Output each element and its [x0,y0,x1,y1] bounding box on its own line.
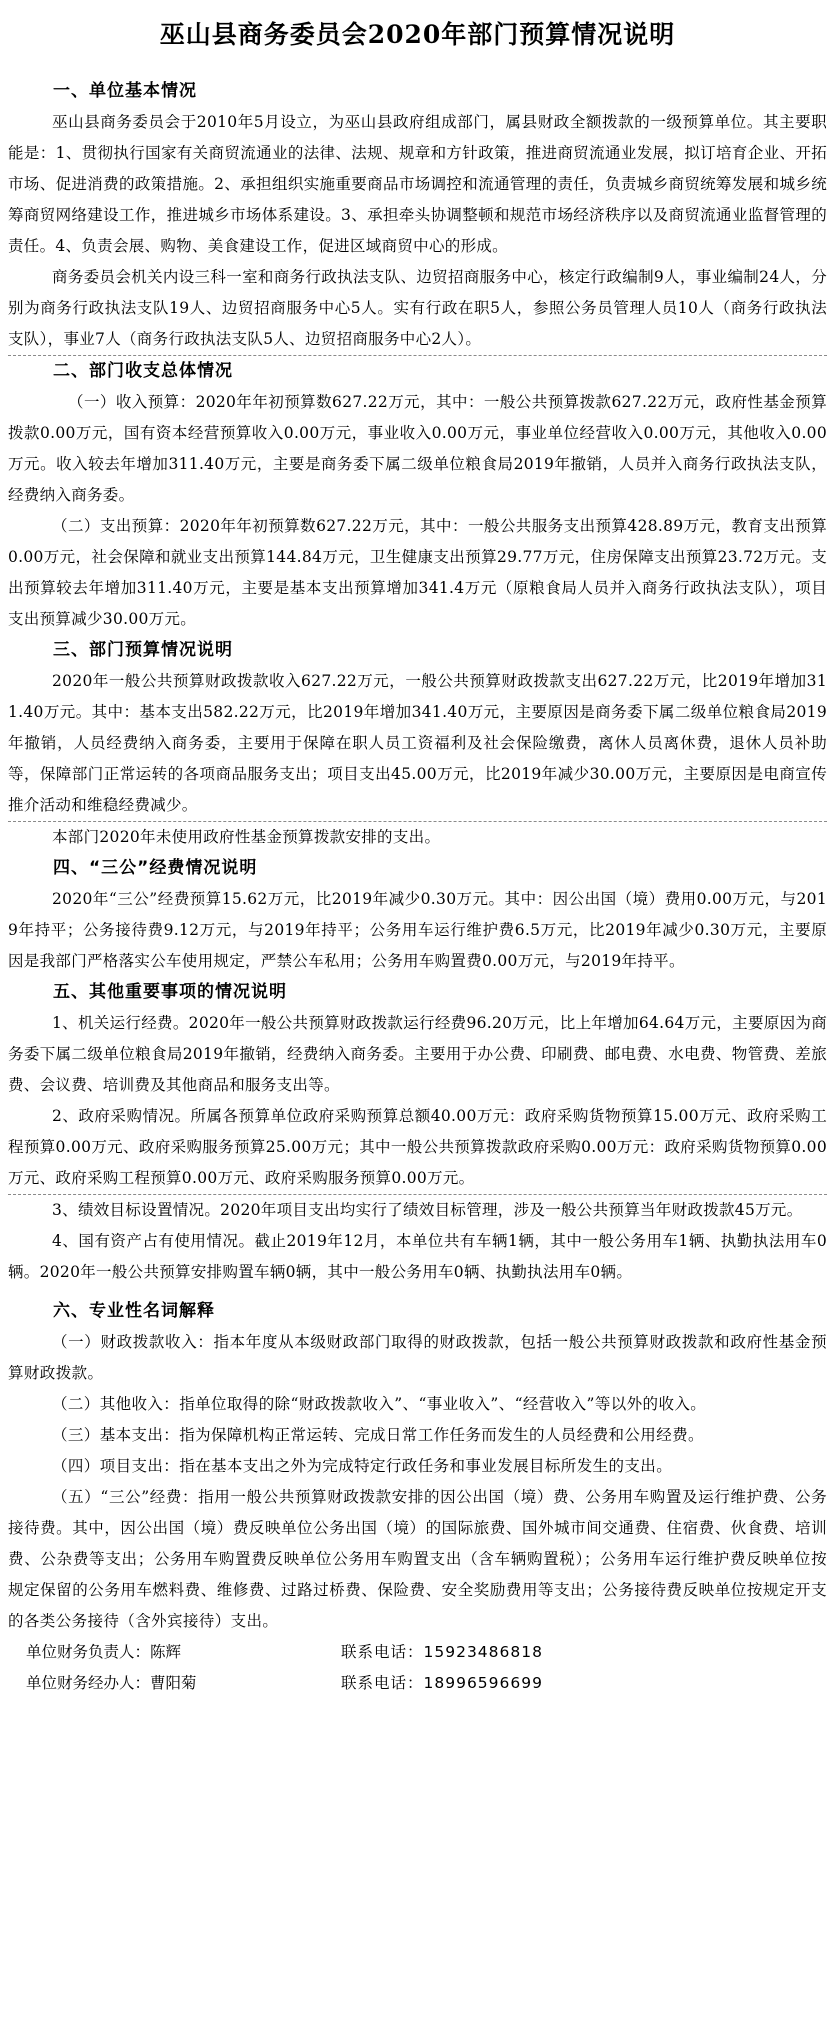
section-1-paragraph-2: 商务委员会机关内设三科一室和商务行政执法支队、边贸招商服务中心，核定行政编制9人，事业编制24人，分别为商务行政执法支队19人、边贸招商服务中心5人。实有行政在职5人，参照公务员管理人员10人（商务行政执法支队），事业7人（商务行政执法支队5人、边贸招商服务中心2人）。 [8,268,827,348]
finance-clerk-phone: 联系电话：18996596699 [341,1674,543,1692]
definition-3: （三）基本支出：指为保障机构正常运转、完成日常工作任务而发生的人员经费和公用经费。 [52,1426,704,1444]
blank-line [8,54,827,76]
section-5-paragraph-2: 2、政府采购情况。所属各预算单位政府采购预算总额40.00万元：政府采购货物预算15.00万元、政府采购工程预算0.00万元、政府采购服务预算25.00万元；其中一般公共预算拨款政府采购0.00万元：政府采购货物预算0.00万元、政府采购工程预算0.00万元、政府采购服务预算0.00万元。 [8,1107,827,1187]
section-2-paragraph-2: （二）支出预算：2020年年初预算数627.22万元，其中：一般公共服务支出预算428.89万元，教育支出预算0.00万元，社会保障和就业支出预算144.84万元，卫生健康支出预算29.77万元，住房保障支出预算23.72万元。支出预算较去年增加311.40万元，主要是基本支出预算增加341.4万元（原粮食局人员并入商务行政执法支队），项目支出预算减少30.00万元。 [8,517,827,628]
section-3-paragraph-2: 本部门2020年未使用政府性基金预算拨款安排的支出。 [52,828,441,846]
section-5-paragraph-1: 1、机关运行经费。2020年一般公共预算财政拨款运行经费96.20万元，比上年增加64.64万元，主要原因为商务委下属二级单位粮食局2019年撤销，经费纳入商务委。主要用于办公费、印刷费、邮电费、水电费、物管费、差旅费、会议费、培训费及其他商品和服务支出等。 [8,1014,827,1094]
signature-row-finance-head [8,1637,827,1668]
section-heading-6: 六、专业性名词解释 [53,1301,215,1321]
section-3-paragraph-1: 2020年一般公共预算财政拨款收入627.22万元，一般公共预算财政拨款支出627.22万元，比2019年增加311.40万元。其中：基本支出582.22万元，比2019年增加341.40万元，主要原因是商务委下属二级单位粮食局2019年撤销，人员经费纳入商务委，主要用于保障在职人员工资福利及社会保险缴费，离休人员离休费，退休人员补助等，保障部门正常运转的各项商品服务支出；项目支出45.00万元，比2019年减少30.00万元，主要原因是电商宣传推介活动和维稳经费减少。 [8,672,827,814]
finance-head-label: 单位财务负责人：陈辉 [26,1643,182,1661]
definition-1: （一）财政拨款收入：指本年度从本级财政部门取得的财政拨款，包括一般公共预算财政拨款和政府性基金预算财政拨款。 [8,1333,827,1382]
definition-5: （五）“三公”经费：指用一般公共预算财政拨款安排的因公出国（境）费、公务用车购置及运行维护费、公务接待费。其中，因公出国（境）费反映单位公务出国（境）的国际旅费、国外城市间交通费、住宿费、伙食费、培训费、公杂费等支出；公务用车购置费反映单位公务用车购置支出（含车辆购置税）；公务用车运行维护费反映单位按规定保留的公务用车燃料费、维修费、过路过桥费、保险费、安全奖励费用等支出；公务接待费反映单位按规定开支的各类公务接待（含外宾接待）支出。 [8,1488,827,1630]
section-heading-3: 三、部门预算情况说明 [53,640,233,660]
finance-clerk-label: 单位财务经办人：曹阳菊 [26,1674,197,1692]
section-1-paragraph-1: 巫山县商务委员会于2010年5月设立，为巫山县政府组成部门，属县财政全额拨款的一级预算单位。其主要职能是：1、贯彻执行国家有关商贸流通业的法律、法规、规章和方针政策，推进商贸流通业发展，拟订培育企业、开拓市场、促进消费的政策措施。2、承担组织实施重要商品市场调控和流通管理的责任，负责城乡商贸统筹发展和城乡统筹商贸网络建设工作，推进城乡市场体系建设。3、承担牵头协调整顿和规范市场经济秩序以及商贸流通业监督管理的责任。4、负责会展、购物、美食建设工作，促进区域商贸中心的形成。 [8,113,827,255]
section-heading-4: 四、“三公”经费情况说明 [53,858,258,878]
finance-head-phone: 联系电话：15923486818 [341,1643,543,1661]
section-heading-2: 二、部门收支总体情况 [53,361,233,381]
section-2-paragraph-1: （一）收入预算：2020年年初预算数627.22万元，其中：一般公共预算拨款627.22万元，政府性基金预算拨款0.00万元，国有资本经营预算收入0.00万元，事业收入0.00万元，事业单位经营收入0.00万元，其他收入0.00万元。收入较去年增加311.40万元，主要是商务委下属二级单位粮食局2019年撤销，人员并入商务行政执法支队，经费纳入商务委。 [8,393,827,504]
section-heading-5: 五、其他重要事项的情况说明 [53,982,287,1002]
definition-4: （四）项目支出：指在基本支出之外为完成特定行政任务和事业发展目标所发生的支出。 [52,1457,673,1475]
signature-row-finance-clerk [8,1668,827,1699]
definition-2: （二）其他收入：指单位取得的除“财政拨款收入”、“事业收入”、“经营收入”等以外的收入。 [52,1395,707,1413]
section-4-paragraph-1: 2020年“三公”经费预算15.62万元，比2019年减少0.30万元。其中：因公出国（境）费用0.00万元，与2019年持平；公务接待费9.12万元，与2019年持平；公务用车运行维护费6.5万元，比2019年减少0.30万元，主要原因是我部门严格落实公车使用规定，严禁公车私用；公务用车购置费0.00万元，与2019年持平。 [8,890,827,970]
document-title: 巫山县商务委员会2020年部门预算情况说明 [159,20,676,49]
section-5-paragraph-3: 3、绩效目标设置情况。2020年项目支出均实行了绩效目标管理，涉及一般公共预算当年财政拨款45万元。 [52,1201,803,1219]
section-5-paragraph-4: 4、国有资产占有使用情况。截止2019年12月，本单位共有车辆1辆，其中一般公务用车1辆、执勤执法用车0辆。2020年一般公共预算安排购置车辆0辆，其中一般公务用车0辆、执勤执法用车0辆。 [8,1232,827,1281]
section-heading-1: 一、单位基本情况 [53,81,197,101]
